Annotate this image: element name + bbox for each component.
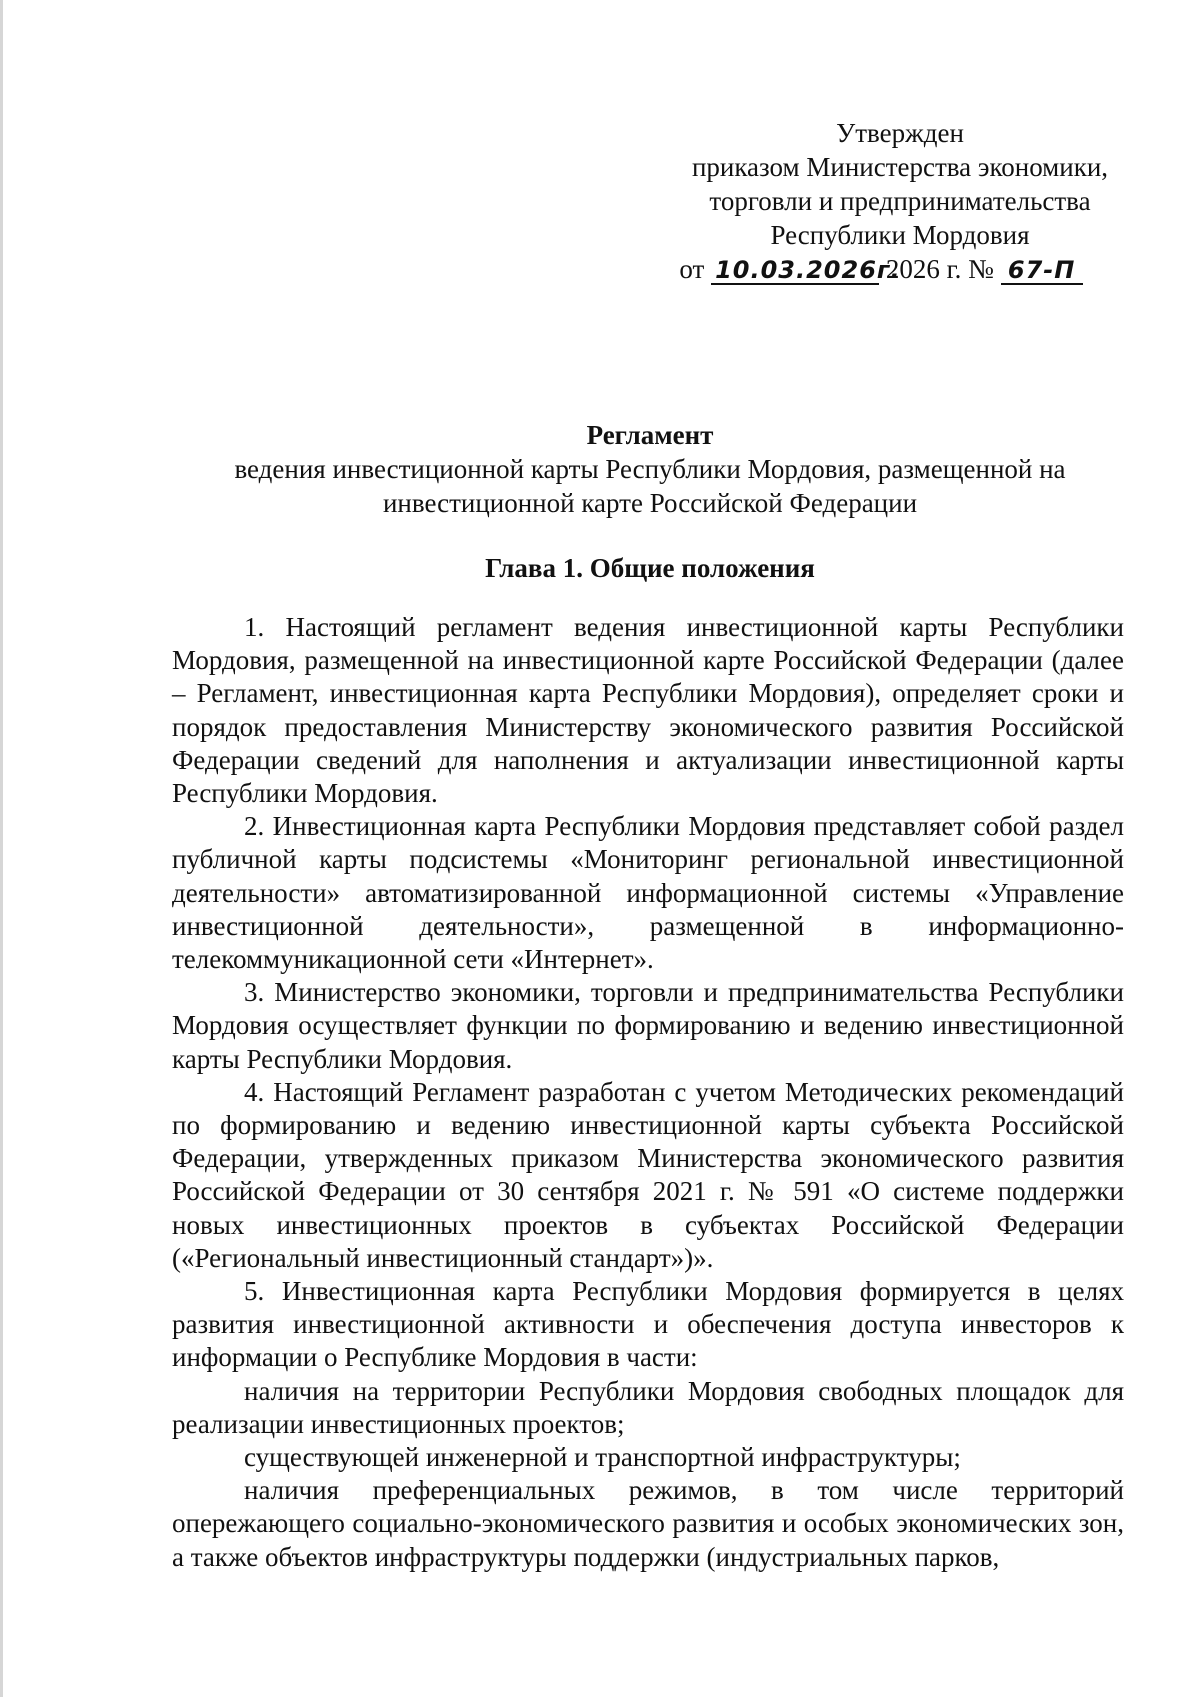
scan-edge [0, 0, 3, 1697]
document-body [172, 611, 1124, 1574]
paragraph-1: 1. Настоящий регламент ведения инвестиционной карты Республики Мордовия, размещенной на инвестиционной карте Российской Федерации (далее – Регламент, инвестиционная карта Республики Мордовия), определяет сроки и порядок предоставления Министерству экономического развития Российской Федерации сведений для наполнения и актуализации инвестиционной карты Республики Мордовия. [172, 612, 1124, 809]
from-label: от [679, 254, 705, 284]
list-item-free-sites: наличия на территории Республики Мордовия свободных площадок для реализации инвестиционных проектов; [172, 1375, 1124, 1439]
order-date-line [602, 252, 1160, 286]
title-sub-line-2: инвестиционной карте Российской Федерации [382, 488, 918, 518]
chapter-heading: Глава 1. Общие положения [485, 553, 815, 583]
approval-line-4: Республики Мордовия [770, 220, 1030, 250]
document-title [170, 418, 1130, 520]
paragraph-4: 4. Настоящий Регламент разработан с учетом Методических рекомендаций по формированию и ведению инвестиционной карты субъекта Российской Федерации, утвержденных приказом Министерства экономического развития Российской Федерации от 30 сентября 2021 г. № 591 «О системе поддержки новых инвестиционных проектов в субъектах Российской Федерации («Региональный инвестиционный стандарт»)». [172, 1076, 1124, 1273]
approval-line-2: приказом Министерства экономики, [691, 152, 1109, 182]
title-main: Регламент [586, 420, 714, 450]
approval-line-3: торговли и предпринимательства [709, 186, 1091, 216]
approval-block [640, 116, 1160, 286]
list-item-preferential-regimes: наличия преференциальных режимов, в том числе территорий опережающего социально-экономического развития и особых экономических зон, а также объектов инфраструктуры поддержки (индустриальных парков, [172, 1475, 1124, 1572]
handwritten-date: 10.03.2026г. [711, 257, 879, 285]
list-item-infrastructure: существующей инженерной и транспортной инфраструктуры; [244, 1442, 961, 1473]
title-sub-line-1: ведения инвестиционной карты Республики Мордовия, размещенной на [234, 454, 1066, 484]
paragraph-5: 5. Инвестиционная карта Республики Мордовия формируется в целях развития инвестиционной активности и обеспечения доступа инвесторов к информации о Республике Мордовия в части: [172, 1276, 1124, 1373]
year-text: 2026 г. № [885, 254, 994, 284]
approval-line-1: Утвержден [836, 118, 964, 148]
paragraph-3: 3. Министерство экономики, торговли и предпринимательства Республики Мордовия осуществляет функции по формированию и ведению инвестиционной карты Республики Мордовия. [172, 977, 1124, 1074]
handwritten-order-number: 67-П [1001, 257, 1083, 285]
paragraph-2: 2. Инвестиционная карта Республики Мордовия представляет собой раздел публичной карты подсистемы «Мониторинг региональной инвестиционной деятельности» автоматизированной информационной системы «Управление инвестиционной деятельности», размещенной в информационно-телекоммуникационной сети «Интернет». [172, 811, 1124, 975]
